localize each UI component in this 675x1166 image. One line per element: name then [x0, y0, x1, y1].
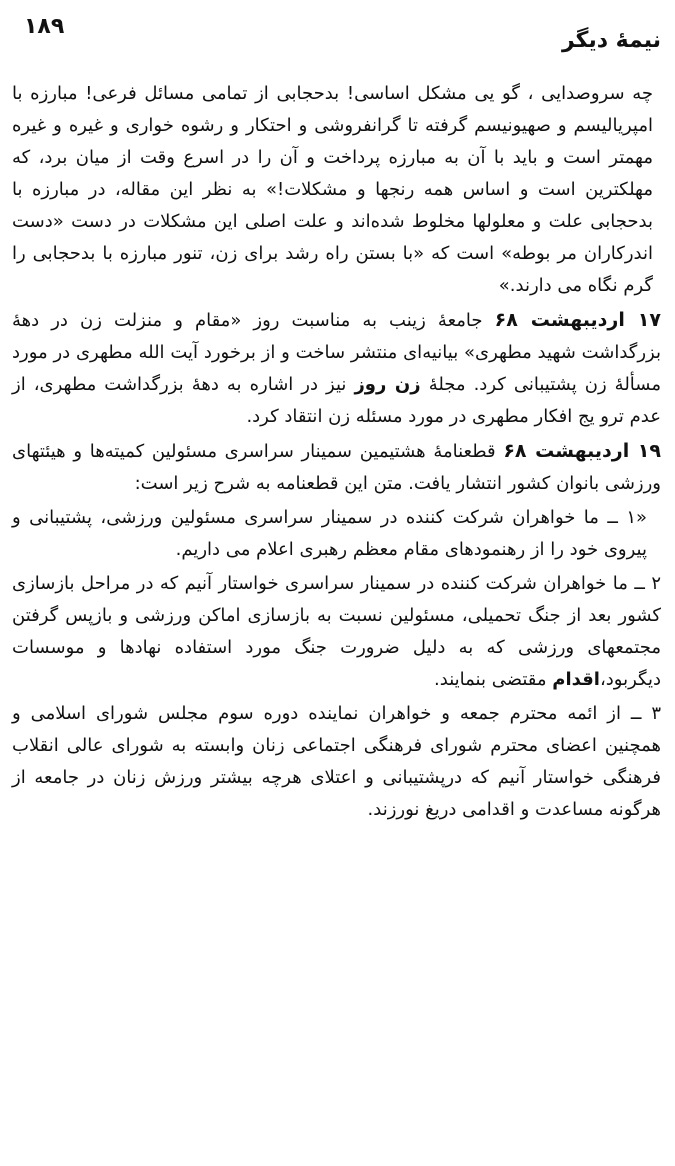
resolution-item-2-text-b: مقتضی بنمایند.	[434, 669, 547, 690]
resolution-item-1: «۱ ــ ما خواهران شرکت کننده در سمینار سراسری مسئولین ورزشی، پشتیبانی و پیروی خود را از رهنمودهای مقام معظم رهبری اعلام می داریم.	[12, 507, 647, 560]
resolution-item-3: ۳ ــ از ائمه محترم جمعه و خواهران نماینده دوره سوم مجلس شورای اسلامی و همچنین اعضای محترم شورای فرهنگی اجتماعی زنان وابسته به شورای عالی انقلاب فرهنگی خواستار آنیم که درپشتیبانی و اعتلای هرچه بیشتر ورزش زنان در جامعه از هرگونه مساعدت و اقدامی دریغ نورزند.	[12, 703, 661, 820]
entry-text-1a: جامعهٔ زینب به مناسبت روز «مقام و منزلت زن در دههٔ بزرگداشت شهید مطهری» بیانیه‌ای منتشر ساخت و از برخورد آیت الله مطهری در مورد مسألهٔ زن پشتیبانی کرد. مجلهٔ	[12, 310, 661, 395]
running-title: نیمهٔ دیگر	[561, 28, 661, 53]
entry-text-2: قطعنامهٔ هشتیمین سمینار سراسری مسئولین کمیته‌ها و هیئتهای ورزشی بانوان کشور انتشار یافت. متن این قطعنامه به شرح زیر است:	[12, 441, 661, 494]
resolution-item-2	[12, 568, 661, 696]
entry-text-1b: نیز در اشاره به دههٔ بزرگداشت مطهری، از عدم ترو یج افکار مطهری در مورد مسئله زن انتقاد کرد.	[12, 374, 661, 427]
entry-date-2: ۱۹ اردیبهشت ۶۸	[503, 440, 661, 462]
body-text	[12, 78, 661, 828]
magazine-name: زن روز	[354, 374, 421, 395]
intro-paragraph: چه سروصدایی ، گو یی مشکل اساسی! بدحجابی از تمامی مسائل فرعی! مبارزه با امپریالیسم و صهیونیسم گرفته تا گرانفروشی و احتکار و رشوه خواری و غیره و غیره مهمتر است و باید با آن به مبارزه پرداخت و آن را در اسرع وقت از میان برد، که مهلکترین است و اساس همه رنجها و مشکلات!» به نظر این مقاله، در مبارزه با بدحجابی علت و معلولها مخلوط شده‌اند و علت اصلی این مشکلات در دست «دست اندرکاران مر بوطه» است که «با بستن راه رشد برای زن، تنور مبارزه با بدحجابی را گرم نگاه می دارند.»	[12, 83, 653, 296]
resolution-item-2-bold: اقدام	[552, 669, 600, 690]
chronology-entry-1	[12, 304, 661, 433]
page-number: ۱۸۹	[24, 14, 65, 39]
entry-date-1: ۱۷ اردیبهشت ۶۸	[494, 309, 661, 331]
chronology-entry-2	[12, 435, 661, 500]
resolution-item-2-text-a: ۲ ــ ما خواهران شرکت کننده در سمینار سراسری خواستار آنیم که در مراحل بازسازی کشور بعد از جنگ تحمیلی، مسئولین نسبت به بازسازی اماکن ورزشی و بازپس گرفتن مجتمعهای ورزشی که به دلیل ضرورت جنگ مورد استفاده نهادها و موسسات دیگربود،	[12, 573, 661, 690]
